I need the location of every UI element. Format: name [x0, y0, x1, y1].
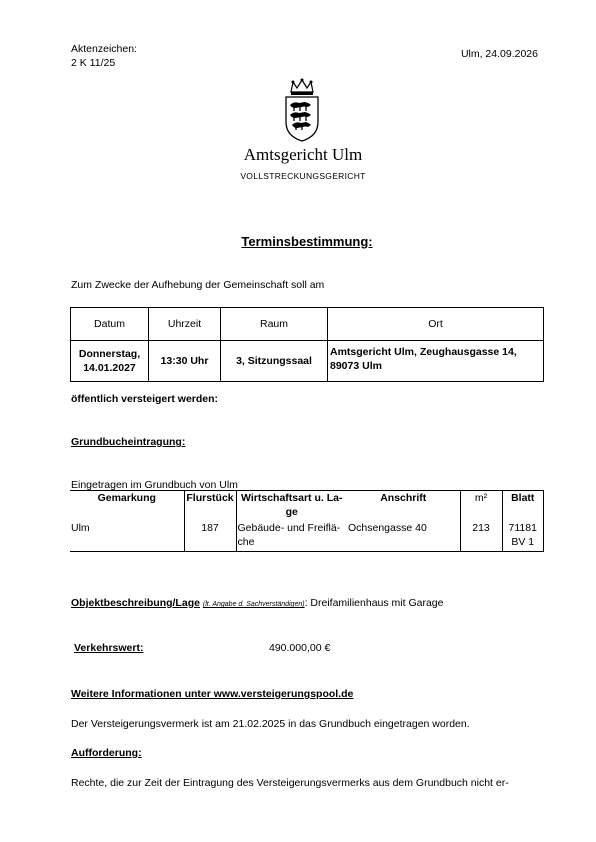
cell-blatt-line1: 71181	[508, 522, 537, 534]
object-note: (lt. Angabe d. Sachverständigen)	[202, 601, 305, 608]
appointment-row	[71, 341, 544, 382]
cell-blatt-line2: BV 1	[511, 536, 535, 548]
cell-wirtschaftsart	[236, 521, 347, 552]
appointment-place	[328, 341, 544, 382]
market-value-label: Verkehrswert:	[74, 642, 144, 654]
header-wirtschaftsart-line2: ge	[285, 506, 298, 518]
grundbuch-intro: Eingetragen im Grundbuch von Ulm	[71, 479, 238, 491]
appointment-place-line1: Amtsgericht Ulm, Zeughausgasse 14,	[330, 346, 517, 358]
header-flurstueck: Flurstück	[184, 491, 236, 522]
place-date: Ulm, 24.09.2026	[460, 48, 538, 60]
court-name: Amtsgericht Ulm	[243, 145, 363, 164]
header-gemarkung: Gemarkung	[70, 491, 184, 522]
appointment-date	[71, 341, 149, 382]
object-colon: :	[304, 597, 308, 609]
wuerttemberg-coat-of-arms-icon	[281, 78, 323, 142]
header-datum: Datum	[71, 308, 149, 341]
request-heading: Aufforderung:	[71, 747, 142, 759]
grundbuch-heading: Grundbucheintragung:	[71, 436, 186, 448]
object-description	[71, 597, 443, 609]
header-uhrzeit: Uhrzeit	[149, 308, 221, 341]
court-department: VOLLSTRECKUNGSGERICHT	[240, 171, 366, 181]
file-reference-label: Aktenzeichen:	[71, 43, 137, 55]
header-wirtschaftsart	[236, 491, 347, 522]
appointment-weekday: Donnerstag,	[78, 348, 141, 360]
cell-wirtschaftsart-line1: Gebäude- und Freiflä-	[237, 522, 341, 534]
cell-anschrift: Ochsengasse 40	[347, 521, 460, 552]
grundbuch-table	[70, 490, 544, 552]
cell-blatt	[502, 521, 544, 552]
appointment-time: 13:30 Uhr	[149, 341, 221, 382]
appointment-place-line2: 89073 Ulm	[330, 360, 382, 372]
header-anschrift: Anschrift	[347, 491, 460, 522]
registration-note: Der Versteigerungsvermerk ist am 21.02.2025 in das Grundbuch eingetragen worden.	[71, 718, 470, 730]
more-info-link[interactable]: Weitere Informationen unter www.versteigerungspool.de	[71, 688, 354, 700]
appointment-date-value: 14.01.2027	[83, 362, 136, 374]
header-blatt: Blatt	[502, 491, 544, 522]
header-wirtschaftsart-line1: Wirtschaftsart u. La-	[241, 492, 343, 504]
intro-text: Zum Zwecke der Aufhebung der Gemeinschaft soll am	[71, 279, 325, 291]
cell-m2: 213	[460, 521, 502, 552]
object-value: Dreifamilienhaus mit Garage	[310, 597, 444, 609]
cell-flurstueck: 187	[184, 521, 236, 552]
header-ort: Ort	[328, 308, 544, 341]
header-m2: m²	[460, 491, 502, 522]
grundbuch-header-row	[70, 491, 544, 522]
cell-wirtschaftsart-line2: che	[237, 536, 255, 548]
grundbuch-row	[70, 521, 544, 552]
file-reference	[71, 42, 137, 70]
appointment-table	[70, 307, 544, 382]
file-reference-value: 2 K 11/25	[71, 57, 116, 69]
sold-statement: öffentlich versteigert werden:	[71, 393, 219, 405]
header-raum: Raum	[221, 308, 328, 341]
rights-text: Rechte, die zur Zeit der Eintragung des Versteigerungsvermerks aus dem Grundbuch nicht er-	[71, 777, 509, 789]
object-label: Objektbeschreibung/Lage	[71, 597, 200, 609]
appointment-header-row	[71, 308, 544, 341]
cell-gemarkung: Ulm	[70, 521, 184, 552]
market-value: 490.000,00 €	[269, 642, 331, 654]
document-title: Terminsbestimmung:	[241, 234, 373, 249]
appointment-room: 3, Sitzungssaal	[221, 341, 328, 382]
